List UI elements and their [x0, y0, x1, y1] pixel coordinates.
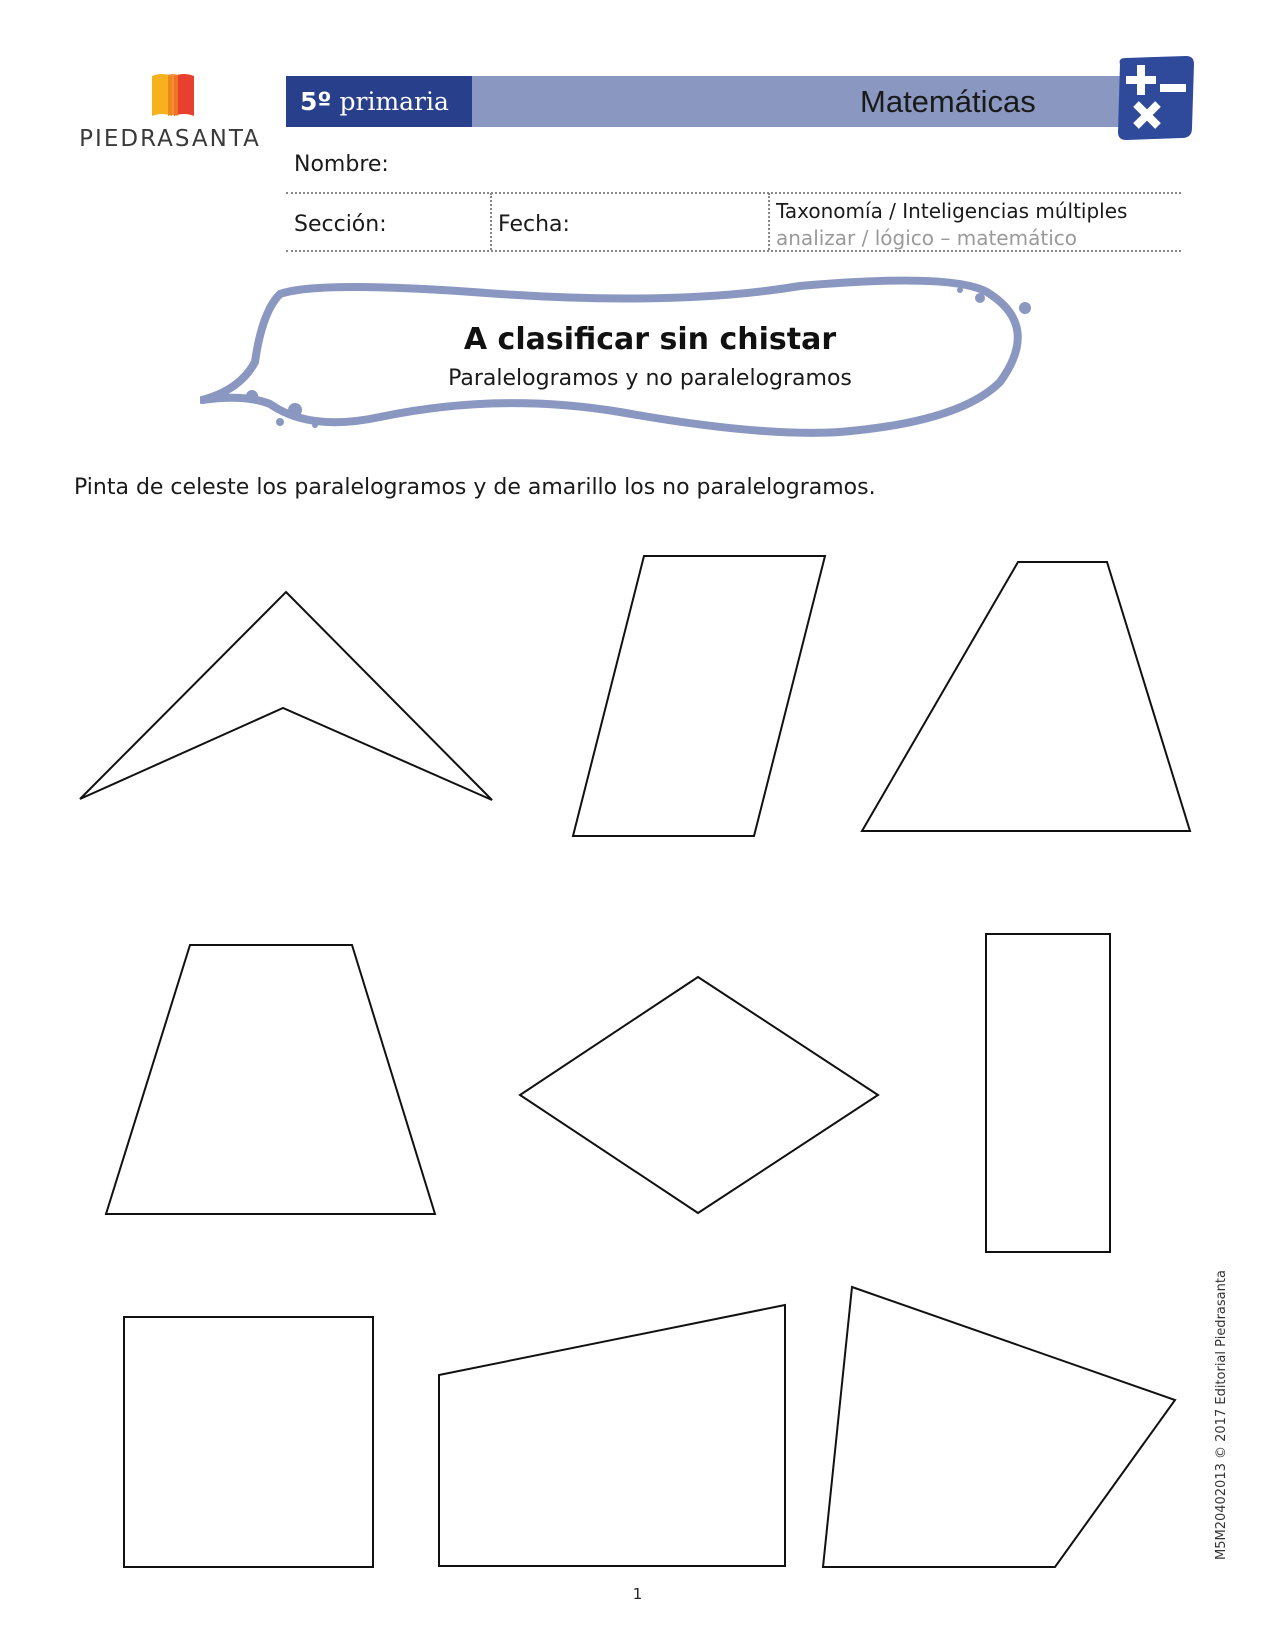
shape-irregular-quadrilateral[interactable] — [823, 1287, 1175, 1567]
shape-parallelogram[interactable] — [573, 556, 825, 836]
activity-title: A clasificar sin chistar — [463, 322, 837, 357]
shape-arrowhead[interactable] — [80, 592, 492, 800]
brand-name: PIEDRASANTA — [79, 126, 261, 152]
copyright-note: M5M20402013 © 2017 Editorial Piedrasanta — [1214, 1270, 1229, 1560]
shape-square[interactable] — [124, 1317, 373, 1567]
name-field-label: Nombre: — [294, 152, 389, 177]
shape-rhombus[interactable] — [520, 977, 878, 1213]
activity-instruction: Pinta de celeste los paralelogramos y de amarillo los no paralelogramos. — [74, 475, 876, 500]
taxonomy-title: Taxonomía / Inteligencias múltiples — [776, 199, 1128, 223]
taxonomy-value: analizar / lógico – matemático — [776, 226, 1077, 250]
activity-subtitle: Paralelogramos y no paralelogramos — [448, 366, 852, 391]
shape-rectangle[interactable] — [986, 934, 1110, 1252]
grade-number: 5º — [300, 87, 332, 116]
date-field-label: Fecha: — [498, 212, 570, 237]
shape-trapezoid-isosceles[interactable] — [106, 945, 435, 1214]
page-number: 1 — [632, 1585, 643, 1603]
shape-trapezoid-right-angle[interactable] — [439, 1305, 785, 1566]
section-field-label: Sección: — [294, 212, 387, 237]
grade-label: primaria — [339, 87, 449, 116]
subject-title: Matemáticas — [860, 84, 1036, 119]
shape-trapezoid-right[interactable] — [862, 562, 1190, 831]
